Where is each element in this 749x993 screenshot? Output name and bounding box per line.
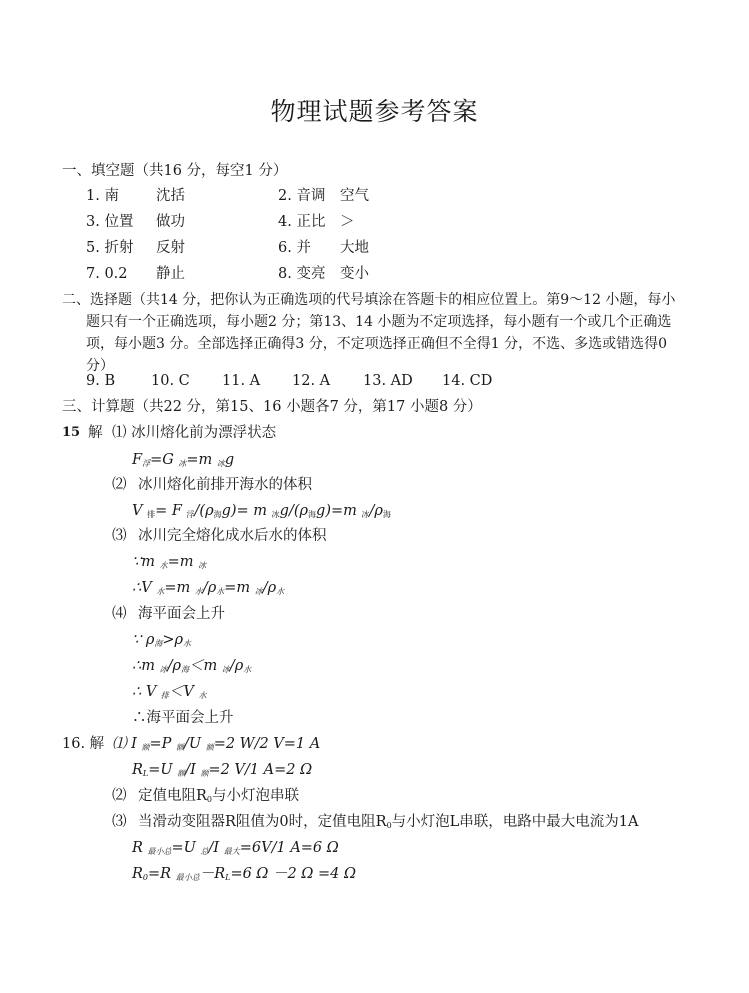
answer-7-value: 静止 xyxy=(156,266,185,282)
q16-formula-fixed-resistance: $R_0=R$ $_{最小总}-R_L=6$ Ω －2 Ω =4 Ω xyxy=(132,866,357,882)
answer-2-value: 空气 xyxy=(340,188,369,204)
q15-step-1: ⑴ 冰川熔化前为漂浮状态 xyxy=(112,425,277,441)
q16-formula-rated-current: ⑴ I $_额$=P $_额$/U $_额$=2 W/2 V=1 A xyxy=(112,736,321,752)
answer-1-value: 沈括 xyxy=(156,188,185,204)
section-2-line-3: 项，每小题3 分。全部选择正确得3 分，不定项选择正确但不全得1 分，不选、多选或错选得0 xyxy=(86,336,667,352)
choice-answer-9: 9. B xyxy=(86,373,116,389)
page-title: 物理试题参考答案 xyxy=(270,97,479,126)
q16-formula-lamp-resistance: $R_L=U$ $_额$/I $_额$=2 V/1 A=2 Ω xyxy=(132,762,313,778)
choice-answer-14: 14. CD xyxy=(442,373,493,389)
section-2-line-2: 题只有一个正确选项，每小题2 分；第13、14 小题为不定项选择，每小题有一个或几个正确选 xyxy=(86,314,672,330)
q15-formula-displaced-less: ∴ V $_排$＜V $_水$ xyxy=(132,684,207,700)
answer-3-number: 3. 位置 xyxy=(86,214,134,230)
section-3-header: 三、计算题（共22 分，第15、16 小题各7 分，第17 小题8 分） xyxy=(62,399,482,415)
q16-step-3: ⑶ 当滑动变阻器R阻值为0时，定值电阻$R_0$与小灯泡L串联，电路中最大电流为1A xyxy=(112,814,639,830)
answer-8-number: 8. 变亮 xyxy=(278,266,326,282)
q16-step-2: ⑵ 定值电阻$R_0$与小灯泡串联 xyxy=(112,788,300,804)
answer-6-value: 大地 xyxy=(340,240,369,256)
answer-6-number: 6. 并 xyxy=(278,240,311,256)
q15-formula-volume-compare: ∴m $_冰/\rho_海<m$ $_冰/\rho_水$ xyxy=(132,658,252,674)
section-2-line-4: 分） xyxy=(86,358,114,374)
q15-step-4: ⑷ 海平面会上升 xyxy=(112,606,225,622)
question-15-number: 15 xyxy=(62,425,81,440)
question-15-solution-label: 解 xyxy=(88,425,103,441)
q15-formula-displaced-volume: V $_排$= F $_浮/(\rho_海g)= m$ $_冰g/(\rho_海g)=m$ $_冰/\rho_海$ xyxy=(132,503,391,519)
choice-answer-10: 10. C xyxy=(151,373,190,389)
answer-1-number: 1. 南 xyxy=(86,188,119,204)
answer-5-number: 5. 折射 xyxy=(86,240,134,256)
q15-formula-water-volume: ∴V $_水$=m $_水/\rho_水=m$ $_冰/\rho_水$ xyxy=(132,580,285,596)
answer-4-value: ＞ xyxy=(340,214,355,230)
choice-answer-13: 13. AD xyxy=(363,373,413,389)
section-2-header: 二、选择题（共14 分，把你认为正确选项的代号填涂在答题卡的相应位置上。第9～12 小题，每小 xyxy=(62,292,676,308)
q15-formula-buoyancy: $F_浮=G$ $_冰$=m $_冰$g xyxy=(132,452,235,468)
section-1-header: 一、填空题（共16 分，每空1 分） xyxy=(62,163,288,179)
q15-formula-density-compare: ∵ $\rho_海>\rho_水$ xyxy=(132,632,192,648)
answer-2-number: 2. 音调 xyxy=(278,188,326,204)
answer-4-number: 4. 正比 xyxy=(278,214,326,230)
answer-5-value: 反射 xyxy=(156,240,185,256)
answer-8-value: 变小 xyxy=(340,266,369,282)
question-16-number: 16. 解 xyxy=(62,736,105,752)
q15-step-2: ⑵ 冰川熔化前排开海水的体积 xyxy=(112,477,312,493)
q15-conclusion: ∴海平面会上升 xyxy=(132,710,234,726)
q15-step-3: ⑶ 冰川完全熔化成水后水的体积 xyxy=(112,528,327,544)
choice-answer-11: 11. A xyxy=(222,373,261,389)
answer-7-number: 7. 0.2 xyxy=(86,266,128,282)
q15-formula-mass-equal: ∵m $_水$=m $_冰$ xyxy=(132,554,207,570)
q16-formula-min-total-resistance: R $_{最小总}$=U $_总$/I $_{最大}$=6V/1 A=6 Ω xyxy=(132,840,339,856)
choice-answer-12: 12. A xyxy=(292,373,331,389)
answer-3-value: 做功 xyxy=(156,214,185,230)
